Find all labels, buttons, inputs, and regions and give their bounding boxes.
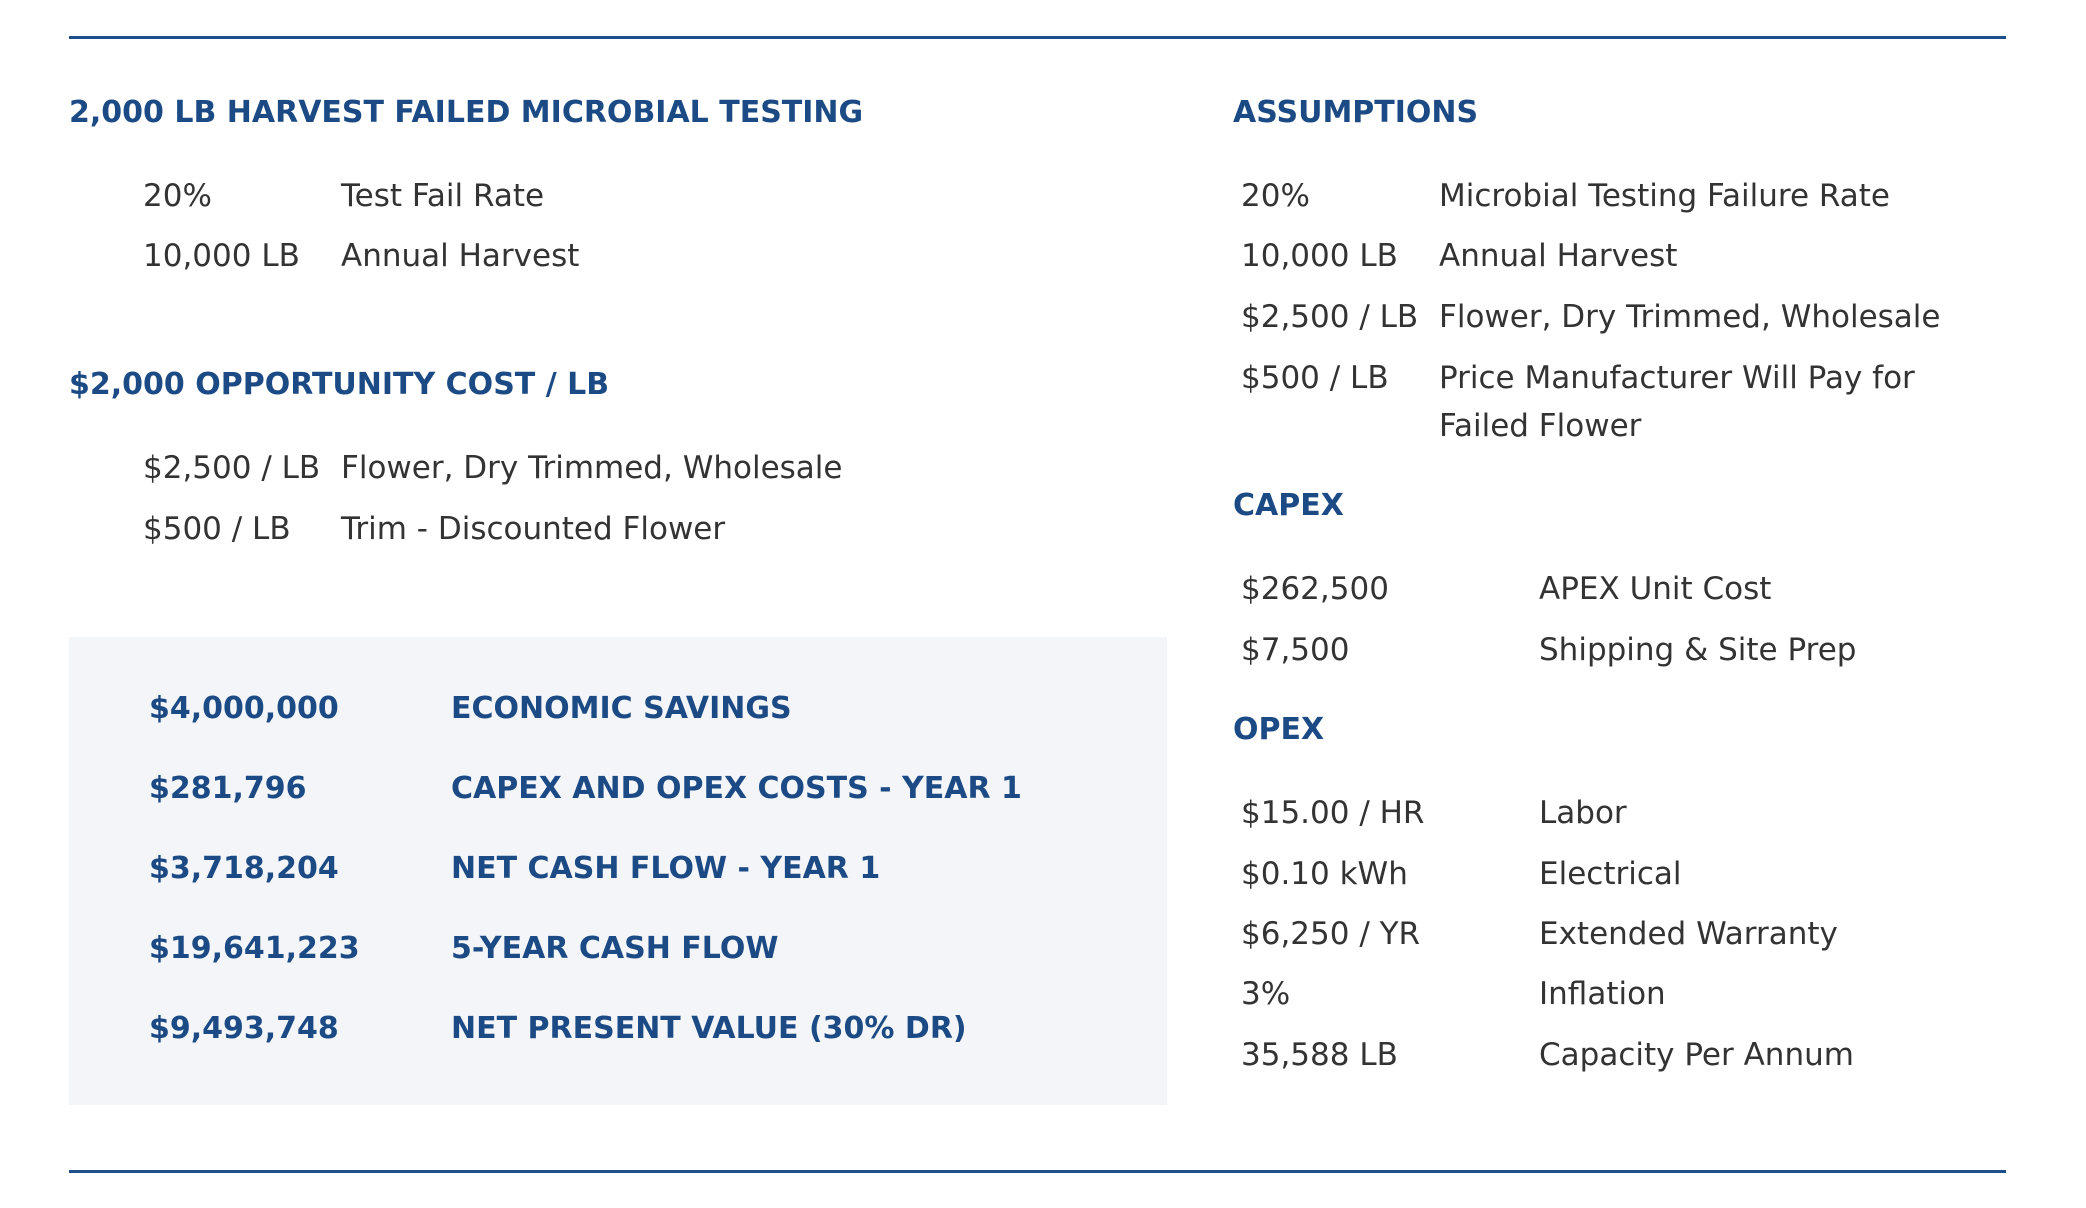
harvest-row-value: 20% [143, 178, 212, 214]
opex-row-label: Extended Warranty [1539, 916, 1838, 952]
assumption-row [1241, 354, 1999, 450]
summary-row [149, 769, 1022, 809]
opportunity-row [143, 505, 725, 553]
opex-row-label: Labor [1539, 795, 1627, 831]
summary-row-label: NET PRESENT VALUE (30% DR) [451, 1011, 967, 1046]
top-divider [69, 36, 2006, 39]
assumption-row-value: $2,500 / LB [1241, 299, 1419, 335]
opportunity-row-value: $500 / LB [143, 511, 291, 547]
capex-row-label: APEX Unit Cost [1539, 571, 1772, 607]
capex-row [1241, 626, 1856, 674]
assumptions-heading: ASSUMPTIONS [1233, 95, 1479, 130]
assumption-row-label: Microbial Testing Failure Rate [1439, 178, 1890, 214]
summary-row-label: 5-YEAR CASH FLOW [451, 931, 779, 966]
assumption-row-label: Annual Harvest [1439, 238, 1678, 274]
capex-row-value: $7,500 [1241, 632, 1350, 668]
opex-row-value: 35,588 LB [1241, 1037, 1398, 1073]
opex-row-value: $6,250 / YR [1241, 916, 1421, 952]
opportunity-row [143, 444, 842, 492]
summary-panel [69, 637, 1167, 1105]
summary-row-value: $281,796 [149, 771, 307, 806]
opportunity-heading: $2,000 OPPORTUNITY COST / LB [69, 367, 610, 402]
opex-row-value: 3% [1241, 976, 1291, 1012]
summary-row [149, 929, 778, 969]
capex-row-value: $262,500 [1241, 571, 1389, 607]
opex-row-value: $15.00 / HR [1241, 795, 1425, 831]
assumption-row-value: $500 / LB [1241, 360, 1389, 396]
opex-row-label: Capacity Per Annum [1539, 1037, 1854, 1073]
opex-row [1241, 850, 1681, 898]
assumption-row-value: 10,000 LB [1241, 238, 1398, 274]
summary-row-value: $19,641,223 [149, 931, 360, 966]
assumption-row-label: Price Manufacturer Will Pay for Failed Flower [1439, 360, 1915, 444]
summary-row-value: $4,000,000 [149, 691, 339, 726]
summary-row-label: ECONOMIC SAVINGS [451, 691, 792, 726]
capex-row-label: Shipping & Site Prep [1539, 632, 1857, 668]
summary-row-value: $3,718,204 [149, 851, 339, 886]
summary-row [149, 1009, 967, 1049]
opex-row [1241, 970, 1666, 1018]
opportunity-row-label: Trim - Discounted Flower [341, 511, 726, 547]
summary-row-value: $9,493,748 [149, 1011, 339, 1046]
assumption-row-label: Flower, Dry Trimmed, Wholesale [1439, 299, 1941, 335]
harvest-heading: 2,000 LB HARVEST FAILED MICROBIAL TESTING [69, 95, 864, 130]
harvest-row-value: 10,000 LB [143, 238, 300, 274]
opex-row [1241, 1031, 1854, 1079]
capex-heading: CAPEX [1233, 488, 1344, 523]
capex-row [1241, 565, 1771, 613]
opex-row-value: $0.10 kWh [1241, 856, 1408, 892]
summary-row [149, 689, 792, 729]
harvest-row-label: Test Fail Rate [341, 178, 545, 214]
summary-row-label: NET CASH FLOW - YEAR 1 [451, 851, 881, 886]
summary-row-label: CAPEX AND OPEX COSTS - YEAR 1 [451, 771, 1022, 806]
opex-row-label: Electrical [1539, 856, 1682, 892]
assumption-row [1241, 293, 1940, 341]
harvest-row [143, 172, 544, 220]
opex-row [1241, 910, 1838, 958]
assumption-row [1241, 172, 1890, 220]
assumption-row [1241, 232, 1677, 280]
opex-row [1241, 789, 1627, 837]
opportunity-row-value: $2,500 / LB [143, 450, 321, 486]
summary-row [149, 849, 880, 889]
opportunity-row-label: Flower, Dry Trimmed, Wholesale [341, 450, 843, 486]
harvest-row [143, 232, 579, 280]
harvest-row-label: Annual Harvest [341, 238, 580, 274]
bottom-divider [69, 1170, 2006, 1173]
opex-heading: OPEX [1233, 712, 1325, 747]
opex-row-label: Inflation [1539, 976, 1666, 1012]
assumption-row-value: 20% [1241, 178, 1310, 214]
